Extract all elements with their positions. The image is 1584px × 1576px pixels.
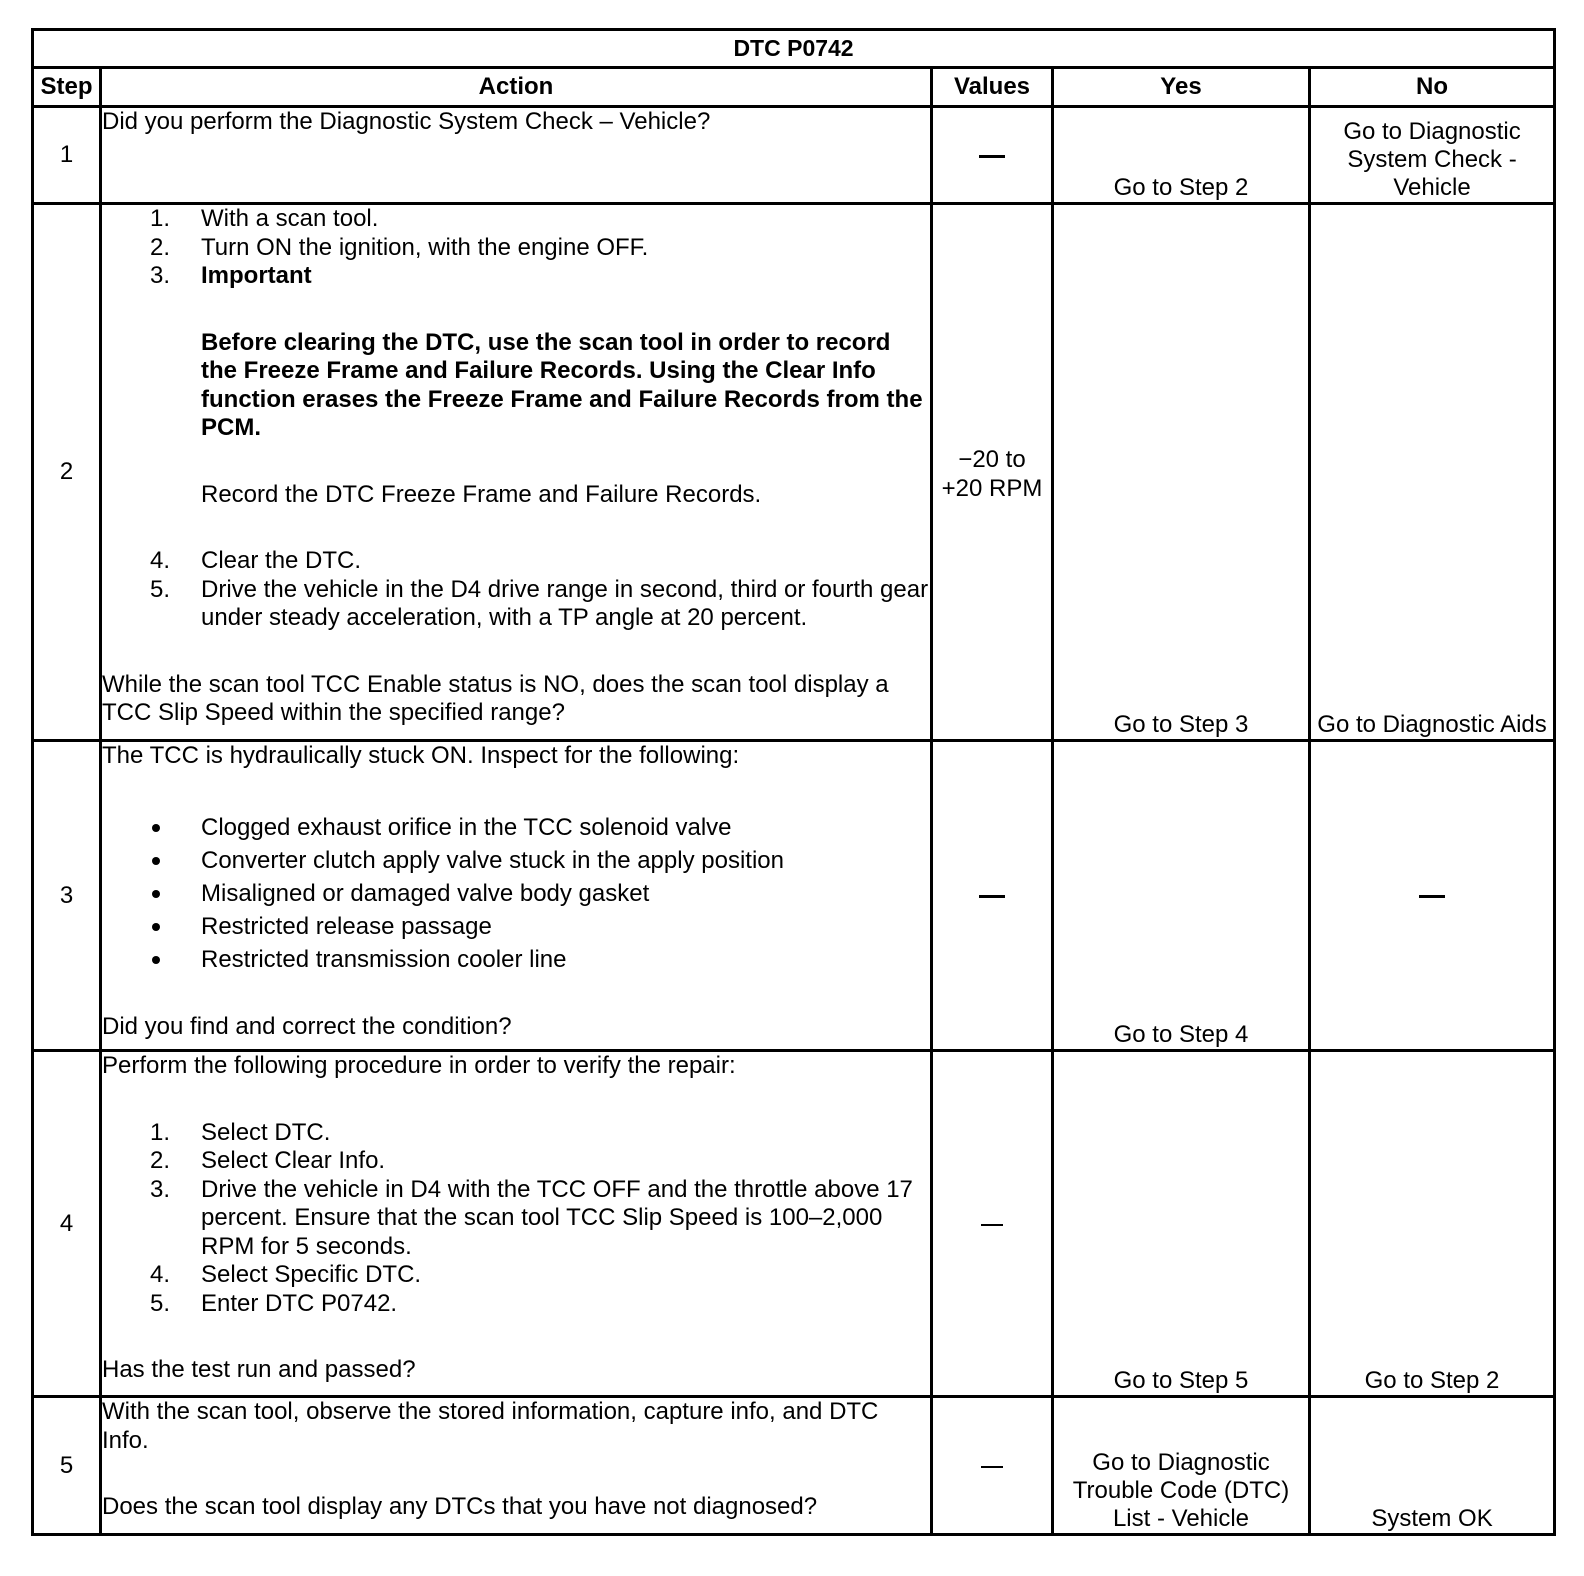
list-item	[102, 844, 930, 877]
step-5-action	[101, 1397, 932, 1535]
step-3-action	[101, 741, 932, 1051]
table-row-step-4	[33, 1051, 1555, 1397]
list-number: 1.	[150, 205, 171, 232]
step-2-list-b	[102, 547, 930, 633]
list-text: Turn ON the ignition, with the engine OFF.	[201, 233, 649, 261]
list-item	[102, 1119, 930, 1148]
step-3-bullets	[102, 811, 930, 976]
table-header-row	[33, 68, 1555, 107]
list-number: 5.	[150, 575, 171, 603]
header-yes: Yes	[1053, 68, 1310, 107]
step-5-values	[932, 1397, 1053, 1535]
step-5-intro: With the scan tool, observe the stored information, capture info, and DTC Info.	[102, 1398, 879, 1454]
step-2-values	[932, 204, 1053, 741]
step-5-question: Does the scan tool display any DTCs that you have not diagnosed?	[102, 1493, 818, 1520]
list-text: Enter DTC P0742.	[201, 1289, 398, 1317]
table-row-step-5	[33, 1397, 1555, 1535]
list-text: Drive the vehicle in the D4 drive range in second, third or fourth gear under steady acceleration, with a TP angle at 20 percent.	[201, 575, 929, 631]
list-number: 3.	[150, 1175, 171, 1203]
list-item	[102, 1261, 930, 1290]
table-title: DTC P0742	[33, 30, 1555, 68]
step-2-question: While the scan tool TCC Enable status is NO, does the scan tool display a TCC Slip Speed within the specified range?	[102, 670, 889, 726]
step-2-action	[101, 204, 932, 741]
step-4-yes: Go to Step 5	[1053, 1051, 1310, 1397]
values-line: +20 RPM	[941, 475, 1043, 502]
list-text: Drive the vehicle in D4 with the TCC OFF and the throttle above 17 percent. Ensure that the scan tool TCC Slip Speed is 100–2,000 RPM for 5 seconds.	[201, 1175, 913, 1260]
list-number: 2.	[150, 1147, 171, 1174]
step-number: 5	[33, 1397, 101, 1535]
list-text: Misaligned or damaged valve body gasket	[201, 879, 650, 907]
step-3-values	[932, 741, 1053, 1051]
list-text: Select Specific DTC.	[201, 1261, 422, 1288]
em-dash	[981, 1466, 1003, 1468]
list-text: Select Clear Info.	[201, 1147, 386, 1174]
header-step: Step	[33, 68, 101, 107]
step-number: 4	[33, 1051, 101, 1397]
step-4-no: Go to Step 2	[1310, 1051, 1555, 1397]
list-item	[102, 205, 930, 234]
step-4-question: Has the test run and passed?	[102, 1356, 416, 1383]
header-values: Values	[932, 68, 1053, 107]
list-item	[102, 576, 930, 633]
step-1-yes: Go to Step 2	[1053, 107, 1310, 204]
step-5-yes: Go to Diagnostic Trouble Code (DTC) List - Vehicle	[1053, 1397, 1310, 1535]
list-item	[102, 547, 930, 576]
step-1-no: Go to Diagnostic System Check - Vehicle	[1310, 107, 1555, 204]
table-row-step-2	[33, 204, 1555, 741]
list-number: 1.	[150, 1118, 171, 1146]
step-number: 3	[33, 741, 101, 1051]
list-item	[102, 234, 930, 263]
step-2-list-a	[102, 205, 930, 291]
step-5-no: System OK	[1310, 1397, 1555, 1535]
step-1-question: Did you perform the Diagnostic System Check – Vehicle?	[102, 108, 711, 135]
list-text: Select DTC.	[201, 1118, 331, 1146]
bullet-icon	[152, 923, 160, 931]
step-4-values	[932, 1051, 1053, 1397]
step-1-action	[101, 107, 932, 204]
important-note: Before clearing the DTC, use the scan tool in order to record the Freeze Frame and Failure Records. Using the Clear Info function erases the Freeze Frame and Failure Records from the PCM.	[201, 328, 923, 441]
list-item	[102, 1176, 930, 1262]
step-4-action	[101, 1051, 932, 1397]
step-3-intro: The TCC is hydraulically stuck ON. Inspect for the following:	[102, 742, 740, 769]
dtc-table	[31, 28, 1556, 1536]
header-no: No	[1310, 68, 1555, 107]
em-dash	[979, 155, 1005, 158]
step-1-values	[932, 107, 1053, 204]
list-text: Restricted transmission cooler line	[201, 945, 567, 973]
step-4-intro: Perform the following procedure in order to verify the repair:	[102, 1052, 736, 1079]
step-number: 2	[33, 204, 101, 741]
record-text: Record the DTC Freeze Frame and Failure Records.	[201, 480, 762, 508]
list-text: Clear the DTC.	[201, 547, 362, 574]
list-item	[102, 910, 930, 943]
table-row-step-1	[33, 107, 1555, 204]
list-number: 4.	[150, 1261, 171, 1288]
step-number: 1	[33, 107, 101, 204]
em-dash	[979, 895, 1005, 898]
step-2-yes: Go to Step 3	[1053, 204, 1310, 741]
em-dash	[1419, 895, 1445, 898]
list-number: 4.	[150, 547, 171, 574]
list-item	[102, 1147, 930, 1176]
important-label: Important	[201, 262, 312, 289]
list-number: 3.	[150, 262, 171, 289]
values-line: −20 to	[958, 446, 1026, 473]
table-title-row	[33, 30, 1555, 68]
list-item	[102, 262, 930, 291]
list-item	[102, 811, 930, 844]
bullet-icon	[152, 857, 160, 865]
list-text: Restricted release passage	[201, 912, 492, 940]
bullet-icon	[152, 890, 160, 898]
list-text: Converter clutch apply valve stuck in the apply position	[201, 846, 784, 874]
list-text: With a scan tool.	[201, 205, 379, 232]
step-2-no: Go to Diagnostic Aids	[1310, 204, 1555, 741]
list-item	[102, 877, 930, 910]
step-3-question: Did you find and correct the condition?	[102, 1012, 512, 1040]
step-4-list	[102, 1119, 930, 1319]
step-3-yes: Go to Step 4	[1053, 741, 1310, 1051]
list-number: 5.	[150, 1289, 171, 1317]
step-3-no	[1310, 741, 1555, 1051]
bullet-icon	[152, 824, 160, 832]
list-item	[102, 943, 930, 976]
list-text: Clogged exhaust orifice in the TCC solenoid valve	[201, 813, 732, 841]
list-item	[102, 1290, 930, 1319]
header-action: Action	[101, 68, 932, 107]
bullet-icon	[152, 956, 160, 964]
list-number: 2.	[150, 233, 171, 261]
table-row-step-3	[33, 741, 1555, 1051]
em-dash	[981, 1224, 1003, 1226]
